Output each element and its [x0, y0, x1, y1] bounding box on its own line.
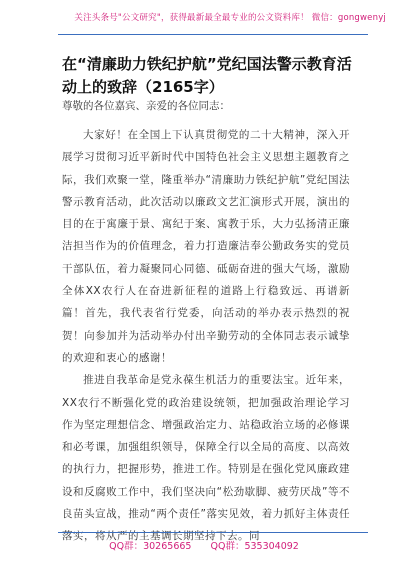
header-promo-note: 关注头条号"公文研究"，获得最新最全最专业的公文资料库！ 微信：gongwenyj	[74, 13, 386, 23]
document-title: 在“清廉助力铁纪护航”党纪国法警示教育活动上的致辞（2165字）	[62, 55, 352, 96]
body-paragraph: 推进自我革命是党永葆生机活力的重要法宝。近年来，XX农行不断强化党的政治建设统领，把加强政治理论学习作为坚定理想信念、增强政治定力、站稳政治立场的必修课和必考课，加强组织领导，保障全行以全局的高度、以高效的执行力，把握形势，推进工作。特别是在强化党风廉政建设和反腐败工作中，我们坚决向“松劲歇脚、疲劳厌战”等不良苗头宣战，推动“两个责任”落实见效，着力抓好主体责任落实，将从严的主基调长期坚持下去。同	[62, 374, 350, 543]
document-body	[62, 124, 350, 548]
footer-qq-group-1: QQ群：30265665	[109, 541, 192, 552]
footer-qq-group-2: QQ群：535304092	[210, 541, 299, 552]
footer-divider	[58, 532, 368, 533]
header-divider	[58, 34, 368, 35]
footer-contact	[0, 538, 408, 552]
body-paragraph: 大家好！在全国上下认真贯彻党的二十大精神，深入开展学习贯彻习近平新时代中国特色社会主义思想主题教育之际，我们欢聚一堂，隆重举办“清廉助力铁纪护航”党纪国法警示教育活动，此次活动以廉政文艺汇演形式开展，演出的目的在于寓廉于景、寓纪于案、寓教于乐，大力弘扬清正廉洁担当作为的价值理念，着力打造廉洁奉公勤政务实的党员干部队伍，着力凝聚同心同德、砥砺奋进的强大气场，激励全体XX农行人在奋进新征程的道路上行稳致远、再谱新篇！首先，我代表省行党委，向活动的举办表示热烈的祝贺！向参加并为活动举办付出辛勤劳动的全体同志表示诚挚的欢迎和衷心的感谢！	[62, 129, 350, 364]
document-greeting: 尊敬的各位嘉宾、亲爱的各位同志：	[62, 100, 230, 112]
